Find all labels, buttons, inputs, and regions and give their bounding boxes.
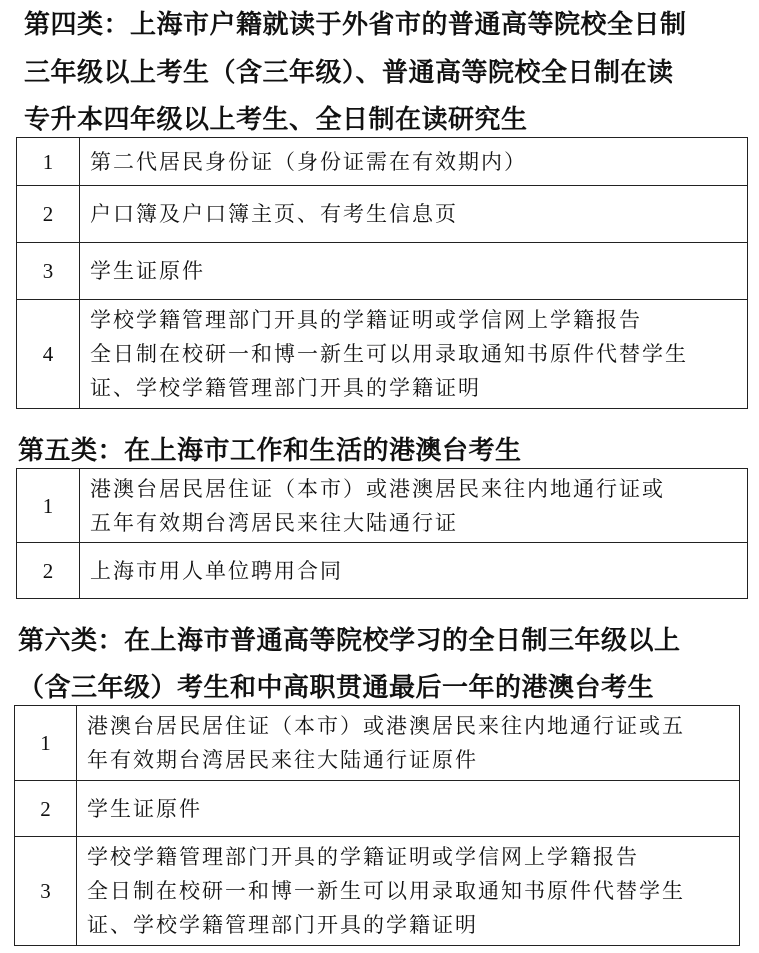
row-text: 学校学籍管理部门开具的学籍证明或学信网上学籍报告	[90, 308, 642, 332]
table-row	[15, 837, 740, 946]
section4-table	[16, 137, 748, 409]
table-row	[17, 543, 748, 599]
section6-heading-line-2: （含三年级）考生和中高职贯通最后一年的港澳台考生	[18, 673, 655, 703]
table-row	[15, 706, 740, 781]
row-text: 港澳台居民居住证（本市）或港澳居民来往内地通行证或	[90, 476, 665, 501]
row-text: 年有效期台湾居民来往大陆通行证原件	[87, 748, 478, 772]
table-row	[17, 138, 748, 186]
section4-heading-line-3: 专升本四年级以上考生、全日制在读研究生	[24, 105, 528, 135]
row-text: 学生证原件	[90, 259, 205, 283]
row-number: 2	[17, 186, 80, 243]
row-text: 上海市用人单位聘用合同	[90, 558, 343, 583]
section6-heading-line-1: 第六类：在上海市普通高等院校学习的全日制三年级以上	[18, 626, 681, 656]
row-text: 证、学校学籍管理部门开具的学籍证明	[90, 376, 481, 400]
row-text: 第二代居民身份证（身份证需在有效期内）	[90, 149, 527, 174]
row-number: 1	[15, 706, 77, 781]
row-number: 3	[17, 243, 80, 300]
table-row	[17, 469, 748, 543]
row-text: 五年有效期台湾居民来往大陆通行证	[90, 510, 458, 535]
row-number: 1	[17, 138, 80, 186]
row-number: 4	[17, 300, 80, 409]
row-number: 2	[15, 781, 77, 837]
table-row	[17, 300, 748, 409]
section4-heading-line-2: 三年级以上考生（含三年级）、普通高等院校全日制在读	[24, 58, 674, 88]
row-text: 户口簿及户口簿主页、有考生信息页	[90, 202, 458, 226]
row-number: 3	[15, 837, 77, 946]
section5-table	[16, 468, 748, 599]
row-number: 2	[17, 543, 80, 599]
row-text: 港澳台居民居住证（本市）或港澳居民来往内地通行证或五	[87, 714, 685, 738]
table-row	[15, 781, 740, 837]
row-text: 学生证原件	[87, 796, 202, 821]
row-text: 证、学校学籍管理部门开具的学籍证明	[87, 913, 478, 937]
table-row	[17, 243, 748, 300]
section6-table	[14, 705, 740, 946]
table-row	[17, 186, 748, 243]
row-text: 全日制在校研一和博一新生可以用录取通知书原件代替学生	[90, 342, 688, 366]
row-text: 全日制在校研一和博一新生可以用录取通知书原件代替学生	[87, 879, 685, 903]
row-text: 学校学籍管理部门开具的学籍证明或学信网上学籍报告	[87, 845, 639, 869]
section4-heading-line-1: 第四类：上海市户籍就读于外省市的普通高等院校全日制	[24, 10, 687, 40]
row-number: 1	[17, 469, 80, 543]
section5-heading: 第五类：在上海市工作和生活的港澳台考生	[18, 436, 522, 466]
